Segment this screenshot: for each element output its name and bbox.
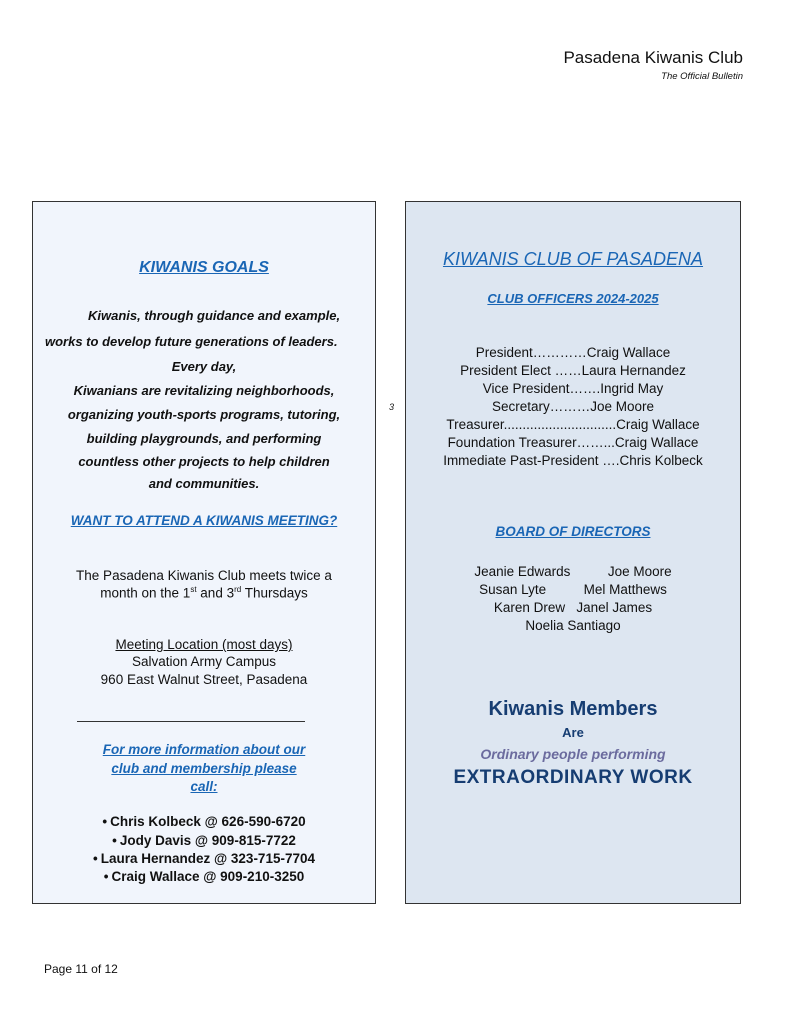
members-extraordinary: EXTRAORDINARY WORK [453,767,693,788]
officer-line: President Elect ……Laura Hernandez [460,363,686,378]
goals-line: Kiwanians are revitalizing neighborhoods, [73,383,335,398]
info-line: For more information about our [102,742,306,757]
location-heading: Meeting Location (most days) [115,637,293,652]
meeting-schedule-line: month on the 1st and 3rd Thursdays [100,585,308,601]
officer-line: Secretary………Joe Moore [491,399,655,414]
contact-item: • Jody Davis @ 909-815-7722 [112,833,296,848]
officer-line: Foundation Treasurer……...Craig Wallace [447,435,699,450]
goals-line: and communities. [148,476,260,491]
goals-line: Kiwanis, through guidance and example, [88,308,341,323]
goals-line: Every day, [171,359,237,374]
kiwanis-goals-panel [32,201,376,904]
officers-heading: CLUB OFFICERS 2024-2025 [487,291,659,306]
members-are: Are [562,725,584,740]
officer-line: President…………Craig Wallace [475,345,671,360]
bulletin-title: Pasadena Kiwanis Club [563,48,743,67]
contact-item: • Laura Hernandez @ 323-715-7704 [92,851,315,866]
goals-line: organizing youth-sports programs, tutoring, [67,407,341,422]
board-member-line: Jeanie Edwards Joe Moore [474,564,672,579]
page-number: Page 11 of 12 [44,962,118,976]
goals-heading: KIWANIS GOALS [139,259,269,276]
goals-line: countless other projects to help children [78,454,330,469]
center-number: 3 [389,402,395,412]
info-line: call: [190,779,218,794]
goals-line: building playgrounds, and performing [86,431,322,446]
goals-line: works to develop future generations of leaders. [45,334,338,349]
board-heading: BOARD OF DIRECTORS [495,524,651,539]
meeting-schedule-line: The Pasadena Kiwanis Club meets twice a [76,568,332,583]
contact-item: • Chris Kolbeck @ 626-590-6720 [102,814,306,829]
members-ordinary: Ordinary people performing [480,746,666,762]
board-member-line: Noelia Santiago [525,618,621,633]
location-name: Salvation Army Campus [131,654,277,669]
club-heading: KIWANIS CLUB OF PASADENA [442,249,704,269]
board-member-line: Karen Drew Janel James [493,600,653,615]
divider-line [77,721,305,722]
club-officers-panel [405,201,741,904]
officer-line: Immediate Past-President ….Chris Kolbeck [443,453,703,468]
meeting-heading: WANT TO ATTEND A KIWANIS MEETING? [70,513,338,528]
board-member-line: Susan Lyte Mel Matthews [479,582,667,597]
location-address: 960 East Walnut Street, Pasadena [100,672,308,687]
members-heading: Kiwanis Members [488,698,658,720]
info-line: club and membership please [111,761,297,776]
officer-line: Treasurer..............................Craig Wallace [446,417,700,432]
bulletin-subtitle: The Official Bulletin [661,71,743,82]
officer-line: Vice President…….Ingrid May [482,381,664,396]
contact-item: • Craig Wallace @ 909-210-3250 [103,869,305,884]
